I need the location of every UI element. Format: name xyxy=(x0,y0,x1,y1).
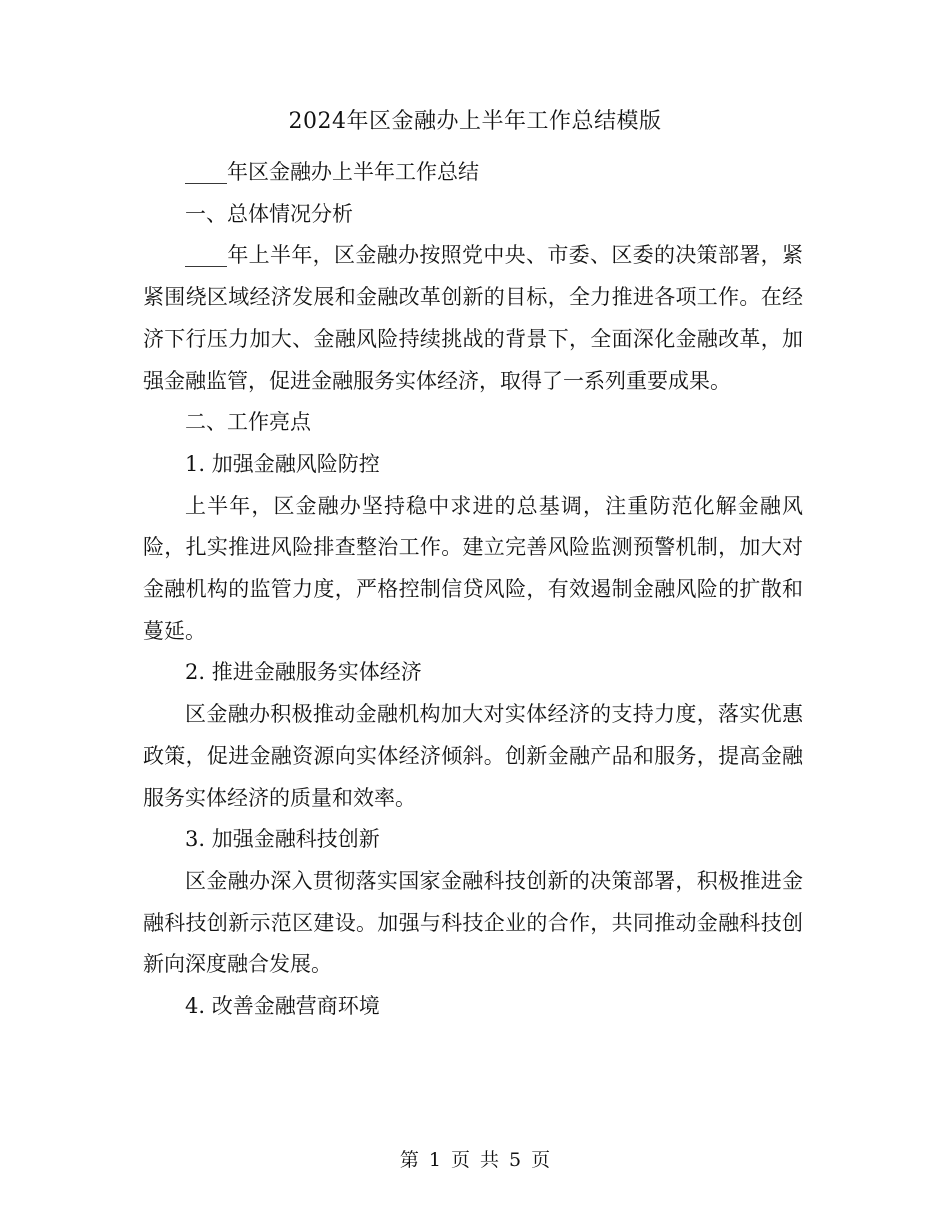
document-body xyxy=(143,152,803,1028)
paragraph-subtitle: ____年区金融办上半年工作总结 xyxy=(185,160,479,184)
paragraph-risk-control: 上半年，区金融办坚持稳中求进的总基调，注重防范化解金融风险，扎实推进风险排查整治工作。建立完善风险监测预警机制，加大对金融机构的监管力度，严格控制信贷风险，有效遏制金融风险的扩散和蔓延。 xyxy=(143,493,803,643)
paragraph-real-economy: 区金融办积极推动金融机构加大对实体经济的支持力度，落实优惠政策，促进金融资源向实体经济倾斜。创新金融产品和服务，提高金融服务实体经济的质量和效率。 xyxy=(143,702,803,810)
heading-risk-control: 1. 加强金融风险防控 xyxy=(185,451,380,476)
heading-real-economy: 2. 推进金融服务实体经济 xyxy=(185,660,422,685)
paragraph-overall-analysis: ____年上半年，区金融办按照党中央、市委、区委的决策部署，紧紧围绕区域经济发展和金融改革创新的目标，全力推进各项工作。在经济下行压力加大、金融风险持续挑战的背景下，全面深化金融改革，加强金融监管，促进金融服务实体经济，取得了一系列重要成果。 xyxy=(143,243,803,393)
heading-highlights: 二、工作亮点 xyxy=(185,410,311,435)
heading-fintech: 3. 加强金融科技创新 xyxy=(185,827,380,852)
heading-business-environment: 4. 改善金融营商环境 xyxy=(185,994,380,1019)
document-title: 2024年区金融办上半年工作总结模版 xyxy=(288,109,662,134)
heading-overall-analysis: 一、总体情况分析 xyxy=(185,201,353,226)
page-footer: 第 1 页 共 5 页 xyxy=(399,1149,551,1171)
paragraph-fintech: 区金融办深入贯彻落实国家金融科技创新的决策部署，积极推进金融科技创新示范区建设。加强与科技企业的合作，共同推动金融科技创新向深度融合发展。 xyxy=(143,868,803,977)
